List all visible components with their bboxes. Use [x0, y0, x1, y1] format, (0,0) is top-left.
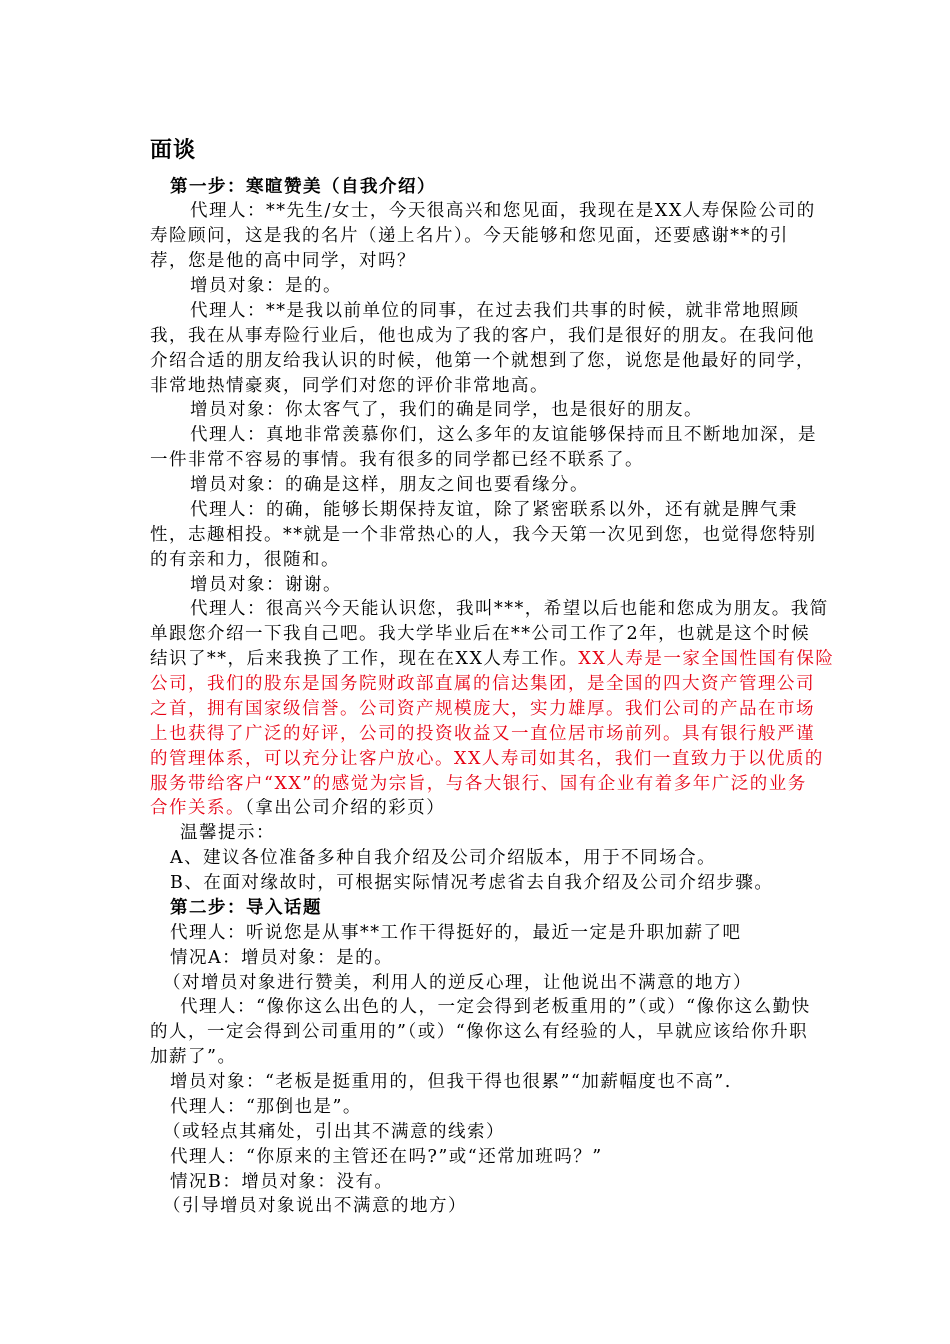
- text-line: 增员对象：的确是这样，朋友之间也要看缘分。: [190, 475, 589, 495]
- text-line: 代理人：“那倒也是”。: [170, 1096, 362, 1117]
- text-line: 代理人：很高兴今天能认识您，我叫***，希望以后也能和您成为朋友。我简: [190, 599, 829, 620]
- text-line: 的人，一定会得到公司重用的”（或）“像你这么有经验的人，早就应该给你升职: [150, 1022, 809, 1043]
- page-title: 面谈: [150, 137, 197, 163]
- text-line: 增员对象：谢谢。: [190, 574, 342, 595]
- text-line: 性，志趣相投。**就是一个非常热心的人，我今天第一次见到您，也觉得您特别: [150, 524, 817, 545]
- text-line: 我，我在从事寿险行业后，他也成为了我的客户，我们是很好的朋友。在我问他: [150, 325, 815, 346]
- text-line: 荐，您是他的高中同学，对吗？: [150, 251, 416, 272]
- tips-label: 温馨提示：: [180, 823, 275, 844]
- text-line-mixed: [0, 647, 950, 672]
- step2-heading: 第二步：导入话题: [170, 897, 322, 918]
- text-line: 情况B：增员对象：没有。: [170, 1171, 394, 1192]
- text-line: （或轻点其痛处，引出其不满意的线索）: [163, 1121, 505, 1142]
- text-line: 代理人：**是我以前单位的同事，在过去我们共事的时候，就非常地照顾: [190, 300, 800, 321]
- text-line: 增员对象：是的。: [190, 276, 342, 296]
- text-line: 代理人：“像你这么出色的人，一定会得到老板重用的”（或）“像你这么勤快: [180, 997, 811, 1018]
- highlighted-text-line: 服务带给客户“XX”的感觉为宗旨，与各大银行、国有企业有着多年广泛的业务: [150, 773, 807, 794]
- highlighted-text-line: 之首，拥有国家级信誉。公司资产规模庞大，实力雄厚。我们公司的产品在市场: [150, 698, 815, 719]
- tip-item-b: B、在面对缘故时，可根据实际情况考虑省去自我介绍及公司介绍步骤。: [170, 873, 774, 893]
- highlighted-text: 合作关系。: [150, 798, 245, 819]
- document-body: [0, 175, 950, 1220]
- step1-heading: 第一步：寒暄赞美（自我介绍）: [170, 176, 436, 197]
- highlighted-text-line: 上也获得了广泛的好评，公司的投资收益又一直位居市场前列。具有银行般严谨: [150, 723, 815, 744]
- text-line: 代理人：**先生/女士，今天很高兴和您见面，我现在是XX人寿保险公司的: [190, 201, 816, 222]
- text-line: 非常地热情豪爽，同学们对您的评价非常地高。: [150, 375, 549, 396]
- text-line-mixed: [0, 796, 950, 821]
- highlighted-text-line: 公司，我们的股东是国务院财政部直属的信达集团，是全国的四大资产管理公司: [150, 674, 815, 694]
- text-line: 一件非常不容易的事情。我有很多的同学都已经不联系了。: [150, 450, 644, 471]
- text-line: 介绍合适的朋友给我认识的时候，他第一个就想到了您，说您是他最好的同学，: [150, 350, 815, 371]
- text-line: 单跟您介绍一下我自己吧。我大学毕业后在**公司工作了2年，也就是这个时候: [150, 624, 811, 645]
- text-line: （引导增员对象说出不满意的地方）: [163, 1196, 467, 1217]
- text-segment: （拿出公司介绍的彩页）: [245, 798, 446, 819]
- text-line: 代理人：“你原来的主管还在吗?”或“还常加班吗？”: [170, 1146, 603, 1167]
- text-line: （对增员对象进行赞美，利用人的逆反心理，让他说出不满意的地方）: [163, 972, 752, 993]
- highlighted-text: XX人寿是一家全国性国有保险: [578, 649, 835, 670]
- text-line: 加薪了”。: [150, 1047, 237, 1068]
- text-line: 代理人：的确，能够长期保持友谊，除了紧密联系以外，还有就是脾气秉: [190, 499, 798, 520]
- text-line: 情况A：增员对象：是的。: [170, 947, 394, 968]
- text-line: 寿险顾问，这是我的名片（递上名片）。今天能够和您见面，还要感谢**的引: [150, 226, 789, 247]
- text-line: 的有亲和力，很随和。: [150, 549, 340, 570]
- text-segment: 结识了**，后来我换了工作，现在在XX人寿工作。: [150, 649, 579, 670]
- highlighted-text-line: 的管理体系，可以充分让客户放心。XX人寿司如其名，我们一直致力于以优质的: [150, 748, 824, 769]
- text-line: 增员对象：你太客气了，我们的确是同学，也是很好的朋友。: [190, 400, 703, 421]
- text-line: 代理人：听说您是从事**工作干得挺好的，最近一定是升职加薪了吧: [170, 922, 742, 943]
- text-line: 代理人：真地非常羡慕你们，这么多年的友谊能够保持而且不断地加深，是: [190, 425, 817, 446]
- text-line: 增员对象：“老板是挺重用的，但我干得也很累”“加薪幅度也不高”.: [170, 1072, 732, 1092]
- tip-item-a: A、建议各位准备多种自我介绍及公司介绍版本，用于不同场合。: [170, 848, 717, 869]
